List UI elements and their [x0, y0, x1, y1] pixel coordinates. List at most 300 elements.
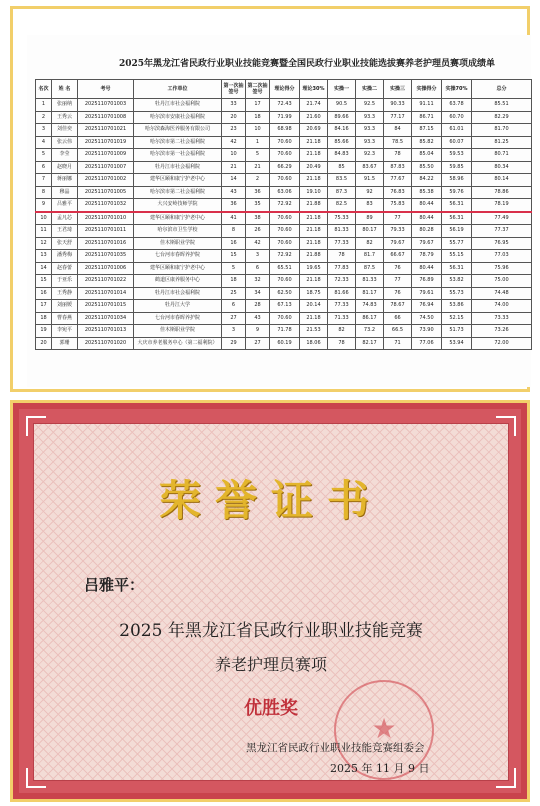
organizer: 黑龙江省民政行业职业技能竞赛组委会 — [246, 742, 425, 754]
table-cell: 76.94 — [412, 300, 442, 313]
table-cell: 佳木斯职业学院 — [134, 325, 222, 338]
table-cell: 蒋丽娜 — [52, 174, 78, 187]
table-cell: 82 — [328, 325, 356, 338]
table-row — [36, 199, 532, 212]
table-cell: 43 — [246, 312, 270, 325]
table-cell: 92 — [356, 186, 384, 199]
table-cell: 71.33 — [328, 312, 356, 325]
table-cell: 42 — [222, 136, 246, 149]
table-cell: 哈尔滨市第二社会福利院 — [134, 186, 222, 199]
corner-ornament — [496, 416, 516, 436]
table-cell: 72.33 — [328, 275, 356, 288]
table-cell: 6 — [222, 300, 246, 313]
table-cell: 9 — [246, 325, 270, 338]
table-cell: 牡丹江市社会福利院 — [134, 99, 222, 112]
competition-line: 2025 年黑龙江省民政行业职业技能竞赛 — [119, 621, 423, 641]
table-cell: 56.19 — [442, 225, 472, 238]
table-cell: 2025110701016 — [78, 237, 134, 250]
table-cell: 36 — [246, 186, 270, 199]
table-cell: 93.3 — [356, 111, 384, 124]
table-cell: 51.73 — [442, 325, 472, 338]
table-cell: 潘秀梅 — [52, 250, 78, 263]
table-cell: 牡丹江市社会福利院 — [134, 287, 222, 300]
table-cell: 78.19 — [472, 199, 532, 212]
table-cell: 53.94 — [442, 337, 472, 350]
table-cell: 6 — [246, 262, 270, 275]
table-cell: 80.44 — [412, 262, 442, 275]
table-cell: 84.16 — [328, 124, 356, 137]
table-row — [36, 124, 532, 137]
score-sheet-photo — [10, 6, 530, 392]
column-header: 考号 — [78, 80, 134, 99]
table-cell: 56.31 — [442, 212, 472, 225]
table-cell: 93.3 — [356, 124, 384, 137]
table-cell: 82 — [356, 237, 384, 250]
table-cell: 20.49 — [300, 161, 328, 174]
table-cell: 28 — [246, 300, 270, 313]
table-cell: 70.60 — [270, 312, 300, 325]
table-cell: 81.25 — [472, 136, 532, 149]
table-cell: 70.60 — [270, 149, 300, 162]
table-cell: 15 — [36, 275, 52, 288]
table-header-row — [36, 80, 532, 99]
table-cell: 张云伟 — [52, 136, 78, 149]
score-table — [35, 79, 532, 350]
table-cell: 52.15 — [442, 312, 472, 325]
table-cell: 1 — [246, 136, 270, 149]
table-cell: 21.18 — [300, 225, 328, 238]
table-cell: 34 — [246, 287, 270, 300]
table-cell: 41 — [222, 212, 246, 225]
table-cell: 86.71 — [412, 111, 442, 124]
table-cell: 77.03 — [472, 250, 532, 263]
table-cell: 76 — [384, 262, 412, 275]
table-cell: 2025110701010 — [78, 212, 134, 225]
table-cell: 21.53 — [300, 325, 328, 338]
table-cell: 13 — [36, 250, 52, 263]
table-cell: 1 — [36, 99, 52, 112]
table-body — [36, 99, 532, 350]
table-row — [36, 325, 532, 338]
table-cell: 87.5 — [356, 262, 384, 275]
table-cell: 七台河市春晖养护院 — [134, 312, 222, 325]
table-cell: 72.00 — [472, 337, 532, 350]
table-row — [36, 225, 532, 238]
table-row — [36, 149, 532, 162]
table-cell: 85.82 — [412, 136, 442, 149]
table-cell: 建华区颐和康宁护老中心 — [134, 174, 222, 187]
table-cell: 66.29 — [270, 161, 300, 174]
table-cell: 79.67 — [384, 237, 412, 250]
table-cell: 14 — [36, 262, 52, 275]
table-cell: 55.73 — [442, 287, 472, 300]
table-cell: 建华区颐和康宁护老中心 — [134, 212, 222, 225]
table-cell: 孟凡芯 — [52, 212, 78, 225]
table-cell: 68.98 — [270, 124, 300, 137]
certificate-inner — [33, 423, 509, 781]
table-cell: 90.5 — [328, 99, 356, 112]
table-cell: 80.14 — [472, 174, 532, 187]
table-cell: 9 — [36, 199, 52, 212]
table-cell: 80.71 — [472, 149, 532, 162]
table-cell: 李宛平 — [52, 325, 78, 338]
table-row — [36, 161, 532, 174]
table-cell: 60.07 — [442, 136, 472, 149]
table-cell: 63.06 — [270, 186, 300, 199]
table-cell: 77 — [384, 275, 412, 288]
table-cell: 59.76 — [442, 186, 472, 199]
table-cell: 78.79 — [412, 250, 442, 263]
table-cell: 11 — [36, 225, 52, 238]
table-cell: 87.15 — [412, 124, 442, 137]
table-cell: 53.86 — [442, 300, 472, 313]
table-cell: 王秀静 — [52, 287, 78, 300]
table-cell: 2025110701006 — [78, 262, 134, 275]
table-cell: 18 — [36, 312, 52, 325]
table-cell: 66.67 — [384, 250, 412, 263]
table-cell: 75.00 — [472, 275, 532, 288]
table-cell: 81.7 — [356, 250, 384, 263]
table-cell: 79.33 — [384, 225, 412, 238]
table-cell: 67.13 — [270, 300, 300, 313]
table-cell: 83.5 — [328, 174, 356, 187]
table-cell: 10 — [222, 149, 246, 162]
column-header: 理论得分 — [270, 80, 300, 99]
table-cell: 于亚乐 — [52, 275, 78, 288]
table-cell: 70.60 — [270, 174, 300, 187]
sheet-title: 2025年黑龙江省民政行业职业技能竞赛暨全国民政行业职业技能选拔赛养老护理员赛项成绩单 — [118, 59, 496, 69]
table-cell: 2025110701022 — [78, 275, 134, 288]
table-cell: 55.77 — [442, 237, 472, 250]
table-cell: 21.18 — [300, 174, 328, 187]
table-cell: 85.51 — [472, 99, 532, 112]
table-cell: 87.3 — [328, 186, 356, 199]
table-cell: 70.60 — [270, 237, 300, 250]
corner-ornament — [496, 768, 516, 788]
table-cell: 14 — [222, 174, 246, 187]
table-cell: 79.67 — [412, 237, 442, 250]
table-cell: 42 — [246, 237, 270, 250]
table-cell: 70.60 — [270, 136, 300, 149]
table-row — [36, 312, 532, 325]
table-cell: 21.18 — [300, 275, 328, 288]
table-row — [36, 287, 532, 300]
table-cell: 16 — [36, 287, 52, 300]
table-cell: 23 — [222, 124, 246, 137]
table-cell: 5 — [36, 149, 52, 162]
table-cell: 20.69 — [300, 124, 328, 137]
table-cell: 71.78 — [270, 325, 300, 338]
table-cell: 21.18 — [300, 212, 328, 225]
table-cell: 77.06 — [412, 337, 442, 350]
table-cell: 89.66 — [328, 111, 356, 124]
table-cell: 81.33 — [328, 225, 356, 238]
certificate-heading: 荣誉证书 — [158, 476, 383, 525]
table-cell: 89 — [356, 212, 384, 225]
table-cell: 2025110701005 — [78, 186, 134, 199]
certificate — [19, 409, 521, 793]
table-row — [36, 186, 532, 199]
table-cell: 70.60 — [270, 275, 300, 288]
table-cell: 2025110701034 — [78, 312, 134, 325]
table-cell: 21.74 — [300, 99, 328, 112]
table-cell: 哈尔滨市第二社会福利院 — [134, 136, 222, 149]
table-cell: 80.44 — [412, 199, 442, 212]
table-cell: 哈尔滨市安康社会福利院 — [134, 111, 222, 124]
table-cell: 76 — [384, 287, 412, 300]
table-cell: 75.33 — [328, 212, 356, 225]
table-cell: 77.37 — [472, 225, 532, 238]
table-cell: 16 — [222, 237, 246, 250]
corner-ornament — [26, 768, 46, 788]
table-cell: 20 — [222, 111, 246, 124]
score-sheet — [27, 35, 531, 387]
table-row — [36, 275, 532, 288]
table-cell: 85.66 — [328, 136, 356, 149]
table-cell: 74.48 — [472, 287, 532, 300]
table-cell: 17 — [246, 99, 270, 112]
table-cell: 刘丽媛 — [52, 300, 78, 313]
table-cell: 2025110701015 — [78, 300, 134, 313]
table-row — [36, 337, 532, 350]
table-cell: 85.04 — [412, 149, 442, 162]
table-cell: 26 — [246, 225, 270, 238]
column-header: 总分 — [472, 80, 532, 99]
table-row — [36, 111, 532, 124]
table-cell: 21.88 — [300, 199, 328, 212]
table-row — [36, 237, 532, 250]
column-header: 名次 — [36, 80, 52, 99]
table-cell: 七台河市春晖养护院 — [134, 250, 222, 263]
table-cell: 李莹 — [52, 149, 78, 162]
table-cell: 77.67 — [384, 174, 412, 187]
table-cell: 77.17 — [384, 111, 412, 124]
table-cell: 91.5 — [356, 174, 384, 187]
table-cell: 90.33 — [384, 99, 412, 112]
table-cell: 74.00 — [472, 300, 532, 313]
award-title: 优胜奖 — [244, 698, 298, 719]
recipient-name: 吕雅平： — [84, 576, 145, 594]
table-cell: 78 — [384, 149, 412, 162]
table-cell: 20 — [36, 337, 52, 350]
table-cell: 71 — [384, 337, 412, 350]
table-cell: 53.82 — [442, 275, 472, 288]
table-cell: 刘佳奕 — [52, 124, 78, 137]
table-cell: 21.18 — [300, 237, 328, 250]
table-cell: 73.33 — [472, 312, 532, 325]
table-cell: 75.83 — [384, 199, 412, 212]
table-cell: 2025110701011 — [78, 225, 134, 238]
table-cell: 6 — [36, 161, 52, 174]
table-cell: 55.15 — [442, 250, 472, 263]
table-cell: 赵春蕾 — [52, 262, 78, 275]
table-cell: 7 — [36, 174, 52, 187]
table-row — [36, 174, 532, 187]
table-cell: 77.83 — [328, 262, 356, 275]
table-cell: 87.83 — [384, 161, 412, 174]
table-cell: 20.14 — [300, 300, 328, 313]
table-cell: 2025110701013 — [78, 325, 134, 338]
table-cell: 71.99 — [270, 111, 300, 124]
table-cell: 12 — [36, 237, 52, 250]
table-cell: 2025110701019 — [78, 136, 134, 149]
table-cell: 2 — [246, 174, 270, 187]
table-cell: 80.28 — [412, 225, 442, 238]
table-cell: 29 — [222, 337, 246, 350]
table-cell: 3 — [246, 250, 270, 263]
table-cell: 5 — [246, 149, 270, 162]
table-cell: 哈尔滨森海医养服务有限公司 — [134, 124, 222, 137]
table-cell: 2025110701002 — [78, 174, 134, 187]
table-cell: 76.95 — [472, 237, 532, 250]
table-cell: 81.33 — [356, 275, 384, 288]
column-header: 实操二 — [356, 80, 384, 99]
table-cell: 10 — [246, 124, 270, 137]
table-cell: 2025110701014 — [78, 287, 134, 300]
table-cell: 19 — [36, 325, 52, 338]
issue-date: 2025 年 11 月 9 日 — [330, 762, 430, 775]
table-cell: 78 — [328, 250, 356, 263]
table-cell: 21 — [222, 161, 246, 174]
table-cell: 3 — [222, 325, 246, 338]
table-cell: 81.70 — [472, 124, 532, 137]
table-cell: 77.33 — [328, 300, 356, 313]
column-header: 第一次抽签号 — [222, 80, 246, 99]
table-cell: 大兴安岭技师学院 — [134, 199, 222, 212]
table-cell: 张天舒 — [52, 237, 78, 250]
table-cell: 21.88 — [300, 250, 328, 263]
table-cell: 2025110701007 — [78, 161, 134, 174]
table-cell: 10 — [36, 212, 52, 225]
table-cell: 19.65 — [300, 262, 328, 275]
table-cell: 19.10 — [300, 186, 328, 199]
table-cell: 15 — [222, 250, 246, 263]
table-cell: 张丽纳 — [52, 99, 78, 112]
table-cell: 18 — [246, 111, 270, 124]
table-cell: 曹春燕 — [52, 312, 78, 325]
table-row — [36, 99, 532, 112]
certificate-photo — [10, 400, 530, 802]
table-cell: 76.89 — [412, 275, 442, 288]
table-cell: 72.92 — [270, 199, 300, 212]
table-cell: 2025110701020 — [78, 337, 134, 350]
table-cell: 郭珊 — [52, 337, 78, 350]
table-cell: 78.5 — [384, 136, 412, 149]
table-cell: 2 — [36, 111, 52, 124]
table-row — [36, 300, 532, 313]
table-cell: 74.50 — [412, 312, 442, 325]
table-cell: 81.17 — [356, 287, 384, 300]
table-cell: 80.34 — [472, 161, 532, 174]
table-row — [36, 262, 532, 275]
table-cell: 大庆市养老服务中心（第二福利院） — [134, 337, 222, 350]
column-header: 姓 名 — [52, 80, 78, 99]
column-header: 实操一 — [328, 80, 356, 99]
table-cell: 2025110701021 — [78, 124, 134, 137]
table-cell: 3 — [36, 124, 52, 137]
table-cell: 建华区颐和康宁护老中心 — [134, 262, 222, 275]
table-cell: 84.83 — [328, 149, 356, 162]
table-cell: 18.75 — [300, 287, 328, 300]
table-cell: 83.67 — [356, 161, 384, 174]
table-cell: 17 — [36, 300, 52, 313]
table-cell: 93.3 — [356, 136, 384, 149]
table-cell: 王君琦 — [52, 225, 78, 238]
table-cell: 84.22 — [412, 174, 442, 187]
table-cell: 56.31 — [442, 262, 472, 275]
table-cell: 78 — [328, 337, 356, 350]
table-cell: 25 — [222, 287, 246, 300]
table-cell: 27 — [222, 312, 246, 325]
table-cell: 91.11 — [412, 99, 442, 112]
table-cell: 81.66 — [328, 287, 356, 300]
table-cell: 70.60 — [270, 212, 300, 225]
table-cell: 85.50 — [412, 161, 442, 174]
table-cell: 35 — [246, 199, 270, 212]
table-cell: 21.18 — [300, 149, 328, 162]
table-cell: 82.17 — [356, 337, 384, 350]
table-cell: 85 — [328, 161, 356, 174]
column-header: 实操三 — [384, 80, 412, 99]
table-cell: 吕雅平 — [52, 199, 78, 212]
table-cell: 21.18 — [300, 136, 328, 149]
table-cell: 32 — [246, 275, 270, 288]
table-cell: 85.38 — [412, 186, 442, 199]
table-row — [36, 250, 532, 263]
table-cell: 79.61 — [412, 287, 442, 300]
column-header: 实操得分 — [412, 80, 442, 99]
table-cell: 8 — [222, 225, 246, 238]
table-cell: 65.51 — [270, 262, 300, 275]
table-cell: 82.5 — [328, 199, 356, 212]
table-cell: 18.06 — [300, 337, 328, 350]
table-cell: 66 — [384, 312, 412, 325]
table-cell: 哈尔滨市第一社会福利院 — [134, 149, 222, 162]
table-cell: 56.31 — [442, 199, 472, 212]
table-cell: 2025110701032 — [78, 199, 134, 212]
table-cell: 2025110701003 — [78, 99, 134, 112]
column-header: 实操70% — [442, 80, 472, 99]
table-cell: 王秀云 — [52, 111, 78, 124]
table-cell: 哈尔滨市卫生学校 — [134, 225, 222, 238]
table-cell: 73.26 — [472, 325, 532, 338]
column-header: 工作单位 — [134, 80, 222, 99]
table-cell: 62.50 — [270, 287, 300, 300]
table-cell: 73.2 — [356, 325, 384, 338]
table-cell: 77 — [384, 212, 412, 225]
table-cell: 鹤道区康养服务中心 — [134, 275, 222, 288]
table-cell: 72.92 — [270, 250, 300, 263]
table-cell: 92.3 — [356, 149, 384, 162]
table-cell: 75.96 — [472, 262, 532, 275]
table-cell: 83 — [356, 199, 384, 212]
table-cell: 8 — [36, 186, 52, 199]
table-cell: 5 — [222, 262, 246, 275]
table-cell: 2025110701035 — [78, 250, 134, 263]
table-cell: 牡丹江大学 — [134, 300, 222, 313]
table-cell: 77.33 — [328, 237, 356, 250]
table-cell: 21.60 — [300, 111, 328, 124]
table-cell: 穆晶 — [52, 186, 78, 199]
table-cell: 27 — [246, 337, 270, 350]
table-cell: 58.96 — [442, 174, 472, 187]
table-cell: 59.53 — [442, 149, 472, 162]
table-cell: 2025110701009 — [78, 149, 134, 162]
table-cell: 赵晓月 — [52, 161, 78, 174]
table-cell: 36 — [222, 199, 246, 212]
column-header: 理论30% — [300, 80, 328, 99]
table-cell: 21.18 — [300, 312, 328, 325]
